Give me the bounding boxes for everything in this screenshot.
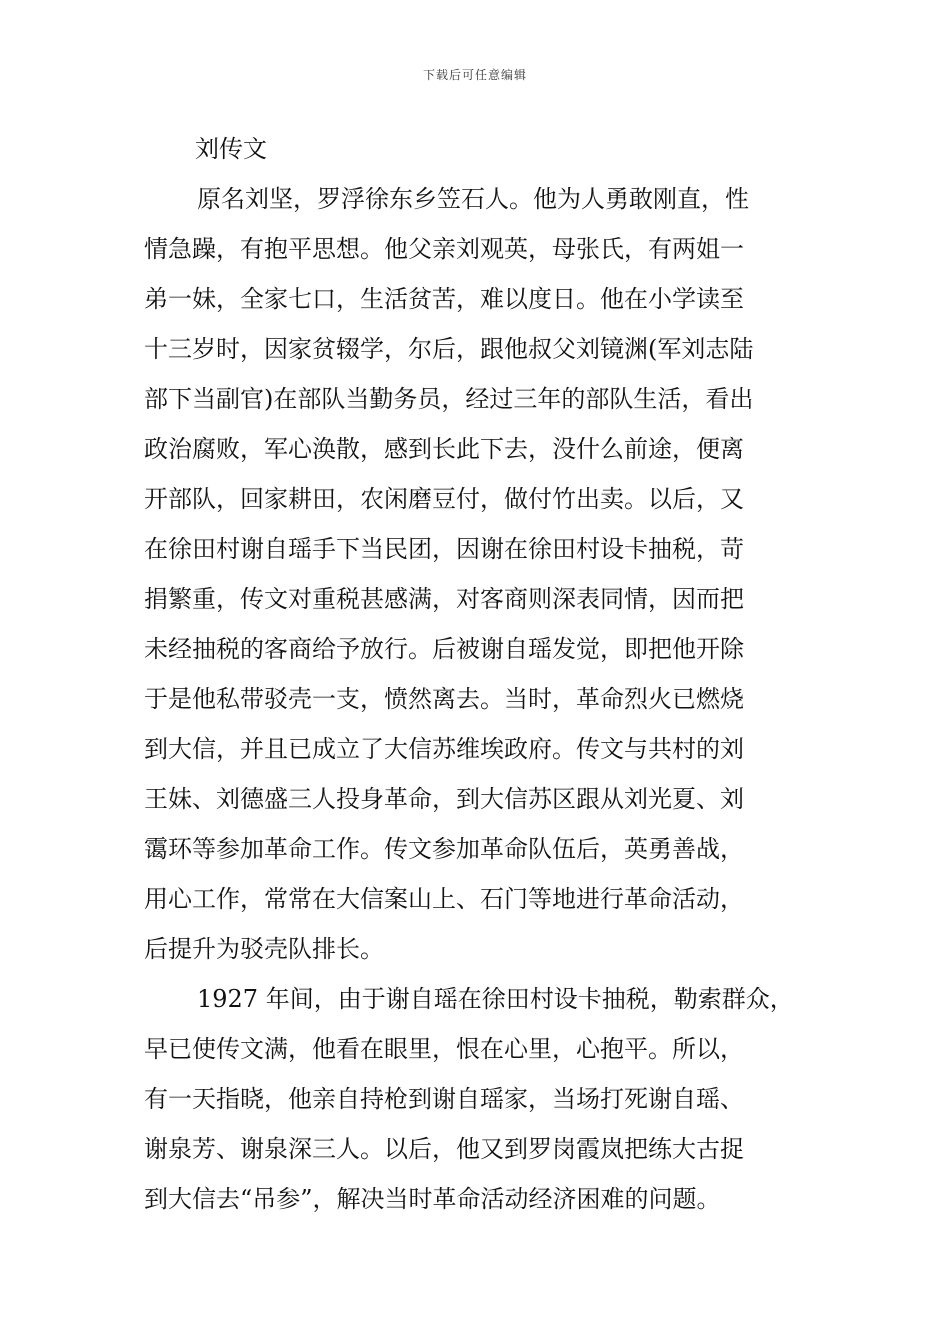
- paragraph-line: 未经抽税的客商给予放行。后被谢自瑶发觉，即把他开除: [144, 635, 744, 663]
- paragraph-line: 1927 年间，由于谢自瑶在徐田村设卡抽税，勒索群众，: [197, 985, 794, 1013]
- paragraph-line: 于是他私带驳壳一支，愤然离去。当时，革命烈火已燃烧: [144, 685, 744, 713]
- paragraph-line: 谢泉芳、谢泉深三人。以后，他又到罗岗霞岚把练大古捉: [144, 1135, 744, 1163]
- paragraph-line: 十三岁时，因家贫辍学，尔后，跟他叔父刘镜渊(军刘志陆: [144, 335, 754, 363]
- paragraph-line: 捐繁重，传文对重税甚感满，对客商则深表同情，因而把: [144, 585, 744, 613]
- paragraph-line: 王妹、刘德盛三人投身革命，到大信苏区跟从刘光夏、刘: [144, 785, 744, 813]
- paragraph-line: 霭环等参加革命工作。传文参加革命队伍后，英勇善战，: [144, 835, 744, 863]
- paragraph-line: 部下当副官)在部队当勤务员，经过三年的部队生活，看出: [144, 385, 754, 413]
- paragraph-line: 原名刘坚，罗浮徐东乡笠石人。他为人勇敢刚直，性: [197, 185, 749, 213]
- document-title: 刘传文: [195, 135, 267, 163]
- paragraph-line: 用心工作，常常在大信案山上、石门等地进行革命活动，: [144, 885, 744, 913]
- paragraph-line: 弟一妹，全家七口，生活贫苦，难以度日。他在小学读至: [144, 285, 744, 313]
- paragraph-line: 开部队，回家耕田，农闲磨豆付，做付竹出卖。以后，又: [144, 485, 744, 513]
- paragraph-line: 情急躁，有抱平思想。他父亲刘观英，母张氏，有两姐一: [144, 235, 744, 263]
- paragraph-2: [144, 974, 808, 1224]
- paragraph-line: 在徐田村谢自瑶手下当民团，因谢在徐田村设卡抽税，苛: [144, 535, 744, 563]
- paragraph-line: 到大信，并且已成立了大信苏维埃政府。传文与共村的刘: [144, 735, 744, 763]
- paragraph-line: 后提升为驳壳队排长。: [144, 935, 384, 963]
- header-note: 下载后可任意编辑: [422, 68, 527, 82]
- paragraph-line: 有一天指晓，他亲自持枪到谢自瑶家，当场打死谢自瑶、: [144, 1085, 744, 1113]
- paragraph-line: 政治腐败，军心涣散，感到长此下去，没什么前途，便离: [144, 435, 744, 463]
- paragraph-1: [144, 174, 808, 974]
- paragraph-line: 到大信去“吊参”，解决当时革命活动经济困难的问题。: [144, 1185, 721, 1213]
- paragraph-line: 早已使传文满，他看在眼里，恨在心里，心抱平。所以，: [144, 1035, 744, 1063]
